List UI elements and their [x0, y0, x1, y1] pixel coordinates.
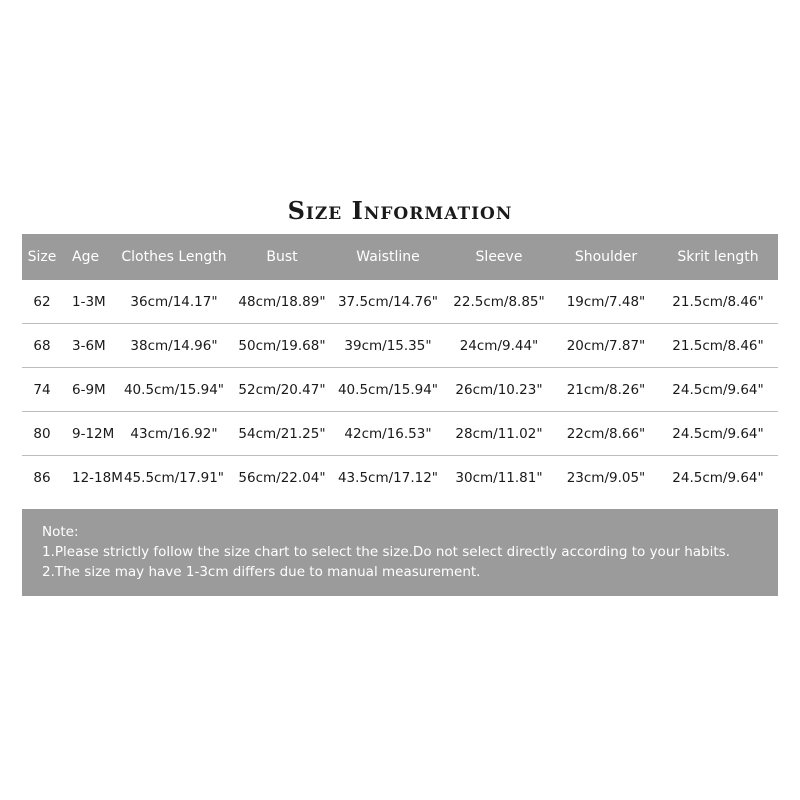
cell-bust: 54cm/21.25": [238, 425, 326, 442]
table-row: [22, 412, 778, 456]
table-row: [22, 456, 778, 500]
table-row: [22, 368, 778, 412]
header-skirt-length: Skrit length: [677, 249, 759, 265]
cell-sleeve: 24cm/9.44": [459, 337, 539, 354]
header-shoulder: Shoulder: [574, 249, 638, 265]
cell-age: 1-3M: [72, 293, 106, 310]
cell-skirt-length: 24.5cm/9.64": [672, 470, 764, 486]
cell-age: 6-9M: [72, 381, 106, 398]
cell-clothes-length: 40.5cm/15.94": [123, 381, 225, 398]
cell-size: 86: [33, 470, 51, 486]
header-sleeve: Sleeve: [475, 249, 523, 265]
cell-waistline: 39cm/15.35": [344, 337, 432, 354]
note-heading: Note:: [42, 524, 79, 540]
cell-shoulder: 22cm/8.66": [566, 425, 646, 442]
cell-shoulder: 21cm/8.26": [566, 381, 646, 398]
cell-bust: 48cm/18.89": [238, 293, 326, 310]
note-box: [22, 509, 778, 596]
cell-sleeve: 28cm/11.02": [455, 425, 543, 442]
cell-skirt-length: 21.5cm/8.46": [672, 337, 764, 354]
header-age: Age: [72, 249, 100, 265]
cell-age: 12-18M: [72, 470, 123, 486]
cell-waistline: 43.5cm/17.12": [337, 470, 439, 486]
cell-waistline: 42cm/16.53": [344, 425, 432, 442]
header-size: Size: [27, 249, 57, 265]
cell-waistline: 40.5cm/15.94": [337, 381, 439, 398]
cell-skirt-length: 24.5cm/9.64": [672, 425, 764, 442]
cell-skirt-length: 24.5cm/9.64": [672, 381, 764, 398]
cell-bust: 56cm/22.04": [238, 470, 326, 486]
cell-shoulder: 20cm/7.87": [566, 337, 646, 354]
cell-size: 68: [33, 337, 51, 354]
header-bust: Bust: [266, 249, 298, 265]
table-row: [22, 280, 778, 324]
note-line: 2.The size may have 1-3cm differs due to manual measurement.: [42, 564, 481, 580]
cell-clothes-length: 38cm/14.96": [130, 337, 218, 354]
header-clothes-length: Clothes Length: [121, 249, 227, 265]
table-header-row: [22, 234, 778, 280]
size-table: [22, 234, 778, 500]
cell-size: 74: [33, 381, 51, 398]
cell-bust: 52cm/20.47": [238, 381, 326, 398]
cell-sleeve: 30cm/11.81": [455, 470, 543, 486]
page-title: Size Information: [287, 196, 513, 225]
cell-bust: 50cm/19.68": [238, 337, 326, 354]
cell-waistline: 37.5cm/14.76": [337, 293, 439, 310]
cell-skirt-length: 21.5cm/8.46": [672, 293, 764, 310]
cell-clothes-length: 36cm/14.17": [130, 293, 218, 310]
cell-sleeve: 22.5cm/8.85": [453, 293, 545, 310]
table-row: [22, 324, 778, 368]
cell-shoulder: 23cm/9.05": [566, 470, 646, 486]
cell-age: 9-12M: [72, 425, 115, 442]
cell-size: 80: [33, 425, 51, 442]
cell-sleeve: 26cm/10.23": [455, 381, 543, 398]
cell-clothes-length: 45.5cm/17.91": [123, 470, 225, 486]
cell-age: 3-6M: [72, 337, 106, 354]
cell-clothes-length: 43cm/16.92": [130, 425, 218, 442]
header-waistline: Waistline: [356, 249, 420, 265]
note-line: 1.Please strictly follow the size chart to select the size.Do not select directly according to your habits.: [42, 544, 730, 560]
cell-size: 62: [33, 293, 51, 310]
cell-shoulder: 19cm/7.48": [566, 293, 646, 310]
